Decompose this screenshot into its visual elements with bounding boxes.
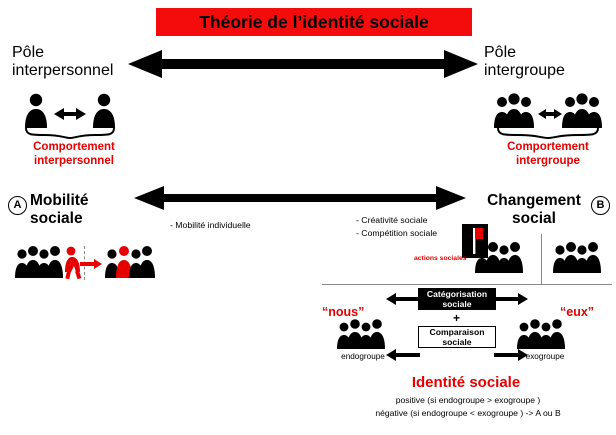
double-headed-arrow-icon: [128, 48, 478, 80]
people-group-icon: [22, 92, 118, 130]
people-group-icon: [494, 92, 602, 130]
nous-quote-label: “nous”: [322, 305, 365, 319]
endogroupe-caption: endogroupe: [341, 352, 385, 361]
exogroupe-icon: [516, 318, 568, 355]
creativite-sociale-note: - Créativité sociale: [356, 215, 428, 225]
categorisation-line2: sociale: [442, 299, 472, 309]
comparaison-line2: sociale: [442, 337, 472, 347]
mobilite-individuelle-note: - Mobilité individuelle: [170, 220, 251, 230]
double-headed-arrow-icon: [134, 184, 466, 212]
comparaison-line1: Comparaison: [429, 326, 485, 337]
comportement-intergroupe-label: [482, 140, 614, 169]
marker-b-letter: B: [596, 199, 605, 211]
endogroupe-icon: [336, 318, 388, 355]
strategies-double-arrow: [134, 184, 466, 217]
actions-sociales-label: actions sociales: [414, 255, 467, 262]
arrow-left-icon: [386, 292, 420, 306]
plus-operator: +: [453, 311, 461, 325]
categorisation-line1: Catégorisation: [426, 288, 488, 299]
pole-intergroupe-label: [484, 44, 604, 80]
running-person-icon: [65, 247, 81, 280]
mobilite-sociale-line2: sociale: [30, 210, 83, 228]
comportement-intergroupe-line2: intergroupe: [516, 155, 580, 168]
identite-sociale-negative: négative (si endogroupe < exogroupe ) -> A ou B: [375, 408, 561, 418]
comparaison-sociale-box: [418, 326, 496, 348]
eux-quote-label: “eux”: [560, 305, 595, 319]
exogroupe-caption: exogroupe: [525, 352, 565, 361]
people-group-icon: [516, 318, 568, 350]
pole-right-line1: Pôle: [484, 44, 517, 61]
pole-left-line1: Pôle: [12, 44, 45, 61]
strategies-collectives-note: [356, 214, 437, 239]
section-separator: [322, 284, 612, 285]
categorisation-sociale-box: [418, 288, 496, 310]
comportement-intergroupe-line1: Comportement: [507, 141, 589, 153]
curly-brace-icon: [496, 127, 600, 139]
mobilite-sociale-line1: Mobilité: [30, 192, 89, 209]
changement-group-right-icon: [552, 240, 606, 279]
changement-social-label: [478, 192, 590, 229]
arrow-categorisation-right: [494, 292, 528, 311]
marker-a-letter: A: [13, 199, 22, 211]
marker-b: [591, 196, 610, 215]
arrow-right-icon: [494, 292, 528, 306]
identite-sociale-title: Identité sociale: [411, 374, 521, 391]
comportement-interpersonnel-line1: Comportement: [33, 141, 115, 153]
right-group-divider: [541, 234, 542, 284]
changement-social-line2: social: [512, 210, 556, 228]
diagram-title-banner: [156, 8, 472, 36]
pole-left-line2: interpersonnel: [12, 62, 114, 79]
comportement-interpersonnel-line2: interpersonnel: [34, 155, 114, 168]
people-group-icon: [474, 240, 528, 274]
diagram-title: Théorie de l’identité sociale: [199, 11, 429, 32]
comportement-interpersonnel-label: [16, 140, 132, 169]
mobilite-sociale-label: [30, 192, 140, 229]
arrow-categorisation-left: [386, 292, 420, 311]
people-group-icon: [336, 318, 388, 350]
identite-sociale-positive: positive (si endogroupe > exogroupe ): [395, 395, 541, 405]
pole-right-line2: intergroupe: [484, 62, 565, 79]
marker-a: [8, 196, 27, 215]
mobilite-scene-icon-group: [14, 244, 164, 285]
curly-brace-icon: [24, 127, 116, 139]
people-group-icon: [14, 244, 164, 280]
changement-group-left-icon: [474, 240, 528, 279]
competition-sociale-note: - Compétition sociale: [356, 227, 438, 238]
people-group-icon: [552, 240, 606, 274]
top-double-arrow: [128, 48, 478, 85]
changement-social-line1: Changement: [487, 192, 581, 209]
